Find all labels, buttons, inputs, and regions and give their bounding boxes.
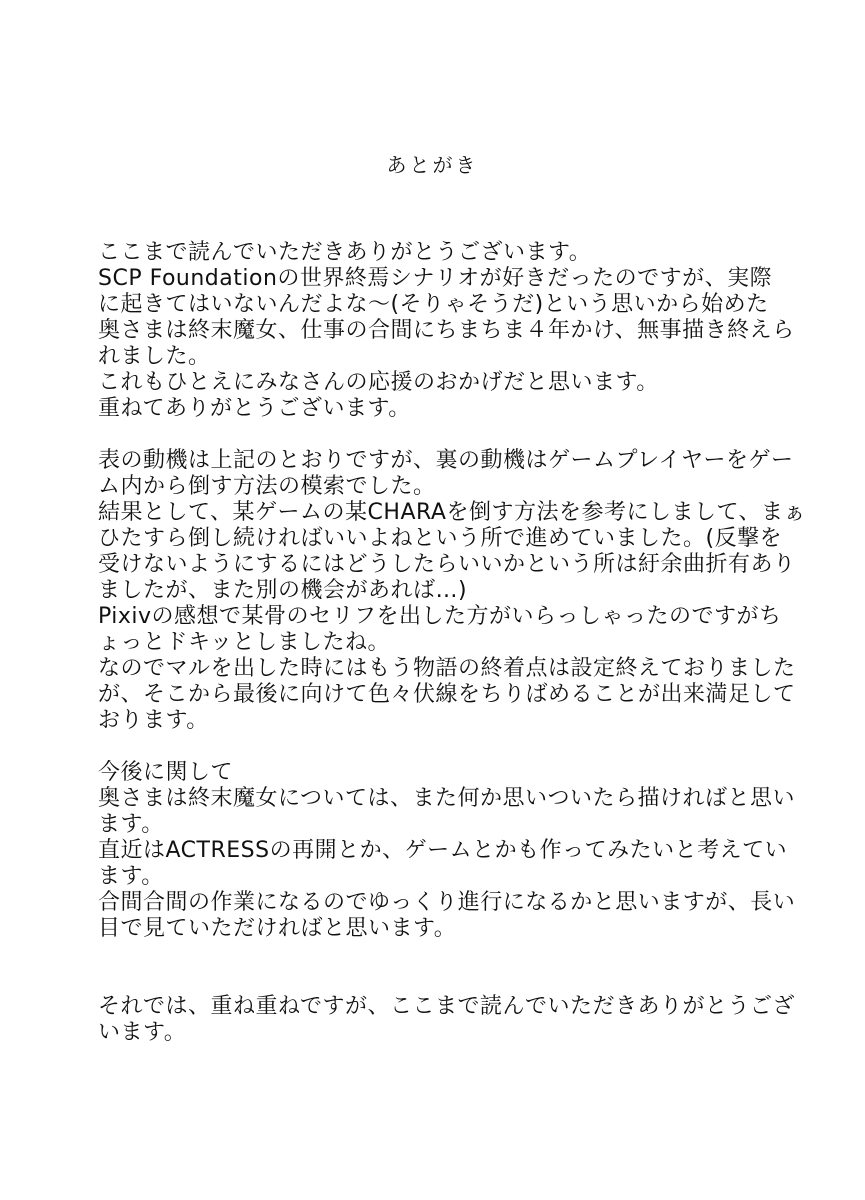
text-line: なのでマルを出した時にはもう物語の終着点は設定終えておりました xyxy=(98,656,796,681)
text-line: ひたすら倒し続ければいいよねという所で進めていました。(反撃を xyxy=(98,526,783,551)
text-line: おります。 xyxy=(98,708,209,733)
text-line: 結果として、某ゲームの某CHARAを倒す方法を参考にしまして、まぁ xyxy=(98,500,807,525)
text-line: ょっとドキッとしましたね。 xyxy=(98,630,391,655)
text-line: 表の動機は上記のとおりですが、裏の動機はゲームプレイヤーをゲー xyxy=(98,448,794,473)
text-line: ましたが、また別の機会があれば…) xyxy=(98,578,468,603)
text-line: に起きてはいないんだよな～(そりゃそうだ)という思いから始めた xyxy=(98,292,769,317)
text-line: SCP Foundationの世界終焉シナリオが好きだったのですが、実際 xyxy=(98,266,773,291)
text-line: 奥さまは終末魔女、仕事の合間にちまちま４年かけ、無事描き終えら xyxy=(98,318,795,343)
page-title: あとがき xyxy=(386,153,479,177)
paragraph-future-plans xyxy=(98,760,796,942)
text-line: Pixivの感想で某骨のセリフを出した方がいらっしゃったのですがち xyxy=(98,604,782,629)
text-line: 今後に関して xyxy=(98,760,234,785)
text-line: ます。 xyxy=(98,812,164,837)
text-line: それでは、重ね重ねですが、ここまで読んでいただきありがとうござ xyxy=(98,994,795,1019)
text-line: 合間合間の作業になるのでゆっくり進行になるかと思いますが、長い xyxy=(98,890,796,915)
paragraph-closing xyxy=(98,994,795,1046)
text-line: が、そこから最後に向けて色々伏線をちりばめることが出来満足して xyxy=(98,682,796,707)
text-line: います。 xyxy=(98,1020,187,1045)
paragraph-thanks xyxy=(98,240,795,422)
afterword-body xyxy=(98,240,807,1072)
text-line: 奥さまは終末魔女については、また何か思いついたら描ければと思い xyxy=(98,786,796,811)
paragraph-motivation xyxy=(98,448,807,734)
text-line: れました。 xyxy=(98,344,211,369)
text-line: ます。 xyxy=(98,864,164,889)
text-line: 直近はACTRESSの再開とか、ゲームとかも作ってみたいと考えてい xyxy=(98,838,788,863)
text-line: 重ねてありがとうございます。 xyxy=(98,396,411,421)
text-line: これもひとえにみなさんの応援のおかげだと思います。 xyxy=(98,370,659,395)
text-line: 目で見ていただければと思います。 xyxy=(98,916,457,941)
text-line: ここまで読んでいただきありがとうございます。 xyxy=(98,240,592,265)
text-line: 受けないようにするにはどうしたらいいかという所は紆余曲折有あり xyxy=(98,552,796,577)
text-line: ム内から倒す方法の模索でした。 xyxy=(98,474,436,499)
